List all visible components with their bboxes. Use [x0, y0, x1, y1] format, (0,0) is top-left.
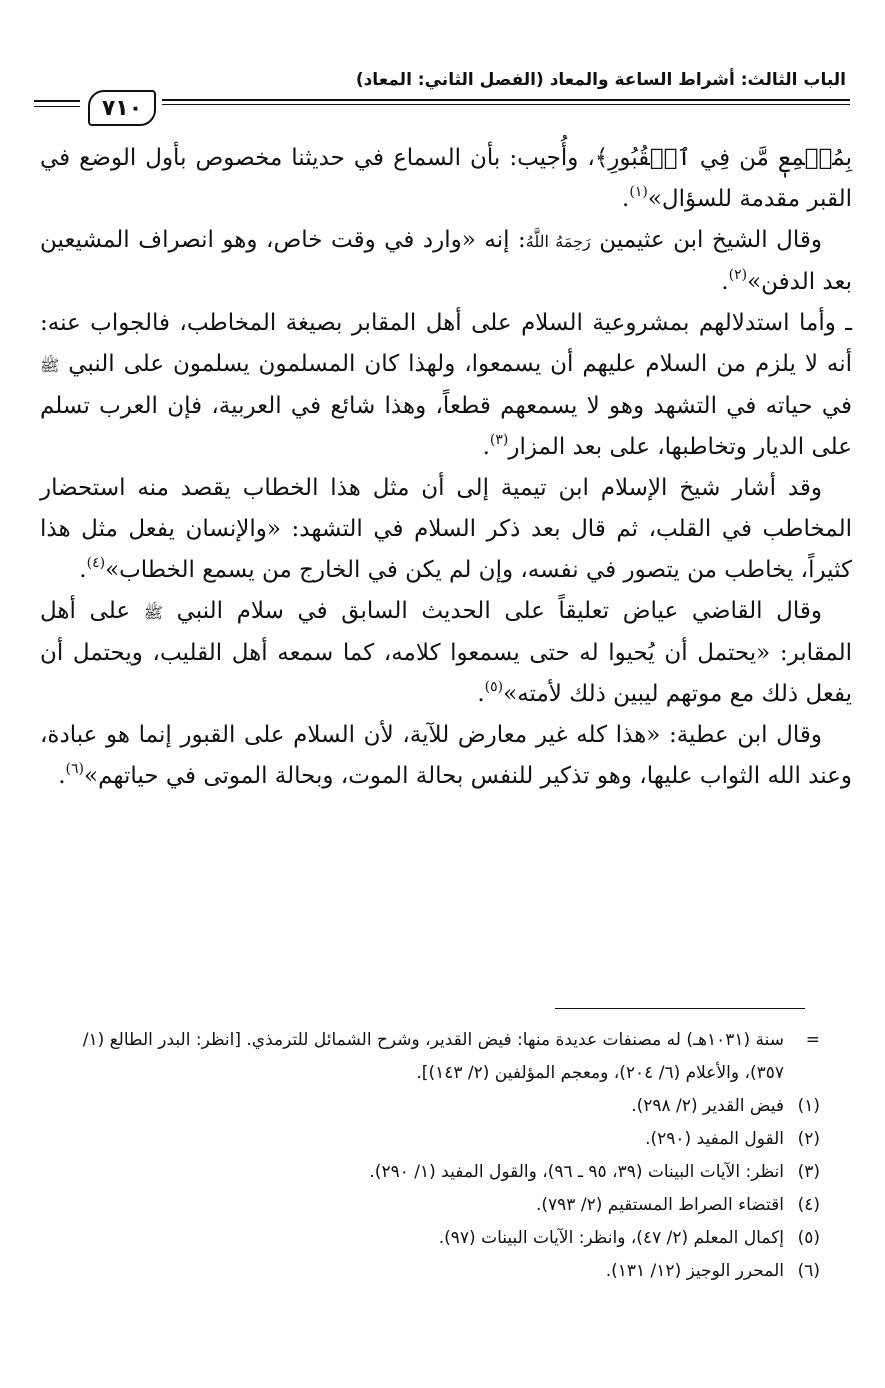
page-header	[28, 62, 850, 122]
footnote-mark: (٢)	[797, 1129, 820, 1149]
paragraph-2-end: .	[721, 269, 729, 295]
paragraph-1-end: .	[622, 186, 630, 212]
paragraph-1-text: بِمُسۡمِعٖ مَّن فِي ٱلۡقُبُورِ﴾، وأُجيب: بأن السماع في حديثنا مخصوص بأول الوضع في القبر مقدمة للسؤال»	[40, 145, 852, 212]
footnote-text: اقتضاء الصراط المستقيم (٢/ ٧٩٣).	[535, 1195, 784, 1215]
footnote-mark: (١)	[797, 1096, 820, 1116]
paragraph-6-end: .	[58, 763, 66, 789]
paragraph-3	[40, 303, 852, 468]
footnote-ref-1: (١)	[629, 184, 648, 200]
running-title: الباب الثالث: أشراط الساعة والمعاد (الفصل الثاني: المعاد)	[355, 70, 846, 90]
footnote-ref-4: (٤)	[86, 555, 106, 571]
paragraph-5	[40, 591, 852, 715]
footnote-mark: (٣)	[797, 1162, 820, 1182]
paragraph-6	[40, 715, 852, 797]
footnote-text: المحرر الوجيز (١٢/ ١٣١).	[605, 1261, 784, 1281]
footnote-ref-3: (٣)	[489, 432, 509, 448]
footnote-4	[60, 1189, 820, 1222]
paragraph-6-text: وقال ابن عطية: «هذا كله غير معارض للآية، لأن السلام على القبور إنما هو عبادة، وعند الله الثواب عليها، وهو تذكير للنفس بحالة الموت، وبحالة الموتى في حياتهم»	[40, 722, 852, 789]
footnote-separator	[555, 1008, 805, 1009]
page-number-dash-thin	[34, 106, 80, 107]
footnote-ref-6: (٦)	[65, 761, 84, 777]
footnote-continuation	[60, 1024, 820, 1090]
paragraph-2	[40, 220, 852, 303]
paragraph-2-text: وقال الشيخ ابن عثيمين	[590, 227, 823, 253]
paragraph-4-end: .	[79, 557, 87, 583]
footnote-text: القول المفيد (٢٩٠).	[645, 1129, 784, 1149]
footnote-mark: (٥)	[797, 1228, 820, 1248]
paragraph-4-text: وقد أشار شيخ الإسلام ابن تيمية إلى أن مثل هذا الخطاب يقصد منه استحضار المخاطب في القلب، ثم قال بعد ذكر السلام في التشهد: «والإنسان يفعل مثل هذا كثيراً، يخاطب من يتصور في نفسه، وإن لم يكن في الخارج من يسمع الخطاب»	[40, 475, 852, 583]
honorific-rahimahullah: رَحِمَهُ اللَّهُ	[525, 232, 591, 251]
footnote-1	[60, 1090, 820, 1123]
paragraph-5-text: وقال القاضي عياض تعليقاً على الحديث السابق في سلام النبي	[163, 598, 822, 624]
footnote-6	[60, 1255, 820, 1288]
footnote-text: فيض القدير (٢/ ٢٩٨).	[631, 1096, 784, 1116]
footnote-2	[60, 1123, 820, 1156]
honorific-salla-allahu: ﷺ	[40, 356, 60, 375]
page-number-dash	[34, 100, 80, 102]
page-number: ٧١٠	[88, 90, 156, 126]
paragraph-1	[40, 138, 852, 220]
main-text	[40, 138, 852, 797]
footnote-ref-5: (٥)	[484, 679, 504, 695]
footnote-3	[60, 1156, 820, 1189]
footnote-ref-2: (٢)	[728, 267, 748, 283]
paragraph-5-end: .	[477, 681, 485, 707]
footnote-5	[60, 1222, 820, 1255]
footnote-mark: (٤)	[797, 1195, 820, 1215]
paragraph-4	[40, 468, 852, 591]
footnote-text: سنة (١٠٣١هـ) له مصنفات عديدة منها: فيض القدير، وشرح الشمائل للترمذي. [انظر: البدر الطالع (١/ ٣٥٧)، والأعلام (٦/ ٢٠٤)، ومعجم المؤلفين (٢/ ١٤٣)].	[82, 1030, 784, 1083]
footnote-text: انظر: الآيات البينات (٣٩، ٩٥ ـ ٩٦)، والقول المفيد (١/ ٢٩٠).	[369, 1162, 784, 1182]
paragraph-2-text-cont: : إنه «وارد في وقت خاص، وهو انصراف المشيعين بعد الدفن»	[40, 227, 852, 295]
paragraph-3-end: .	[482, 434, 490, 460]
paragraph-5-text-cont: على أهل المقابر: «يحتمل أن يُحيوا له حتى يسمعوا كلامه، كما سمعه أهل القليب، ويحتمل أن يفعل ذلك مع موتهم ليبين ذلك لأمته»	[40, 598, 852, 707]
footnote-mark: =	[805, 1030, 820, 1050]
paragraph-3-text: ـ وأما استدلالهم بمشروعية السلام على أهل المقابر بصيغة المخاطب، فالجواب عنه: أنه لا يلزم من السلام عليهم أن يسمعوا، ولهذا كان المسلمون يسلمون على النبي	[40, 310, 852, 377]
footnotes	[60, 1024, 820, 1288]
paragraph-3-text-cont: في حياته في التشهد وهو لا يسمعهم قطعاً، وهذا شائع في العربية، فإن العرب تسلم على الديار وتخاطبها، على بعد المزار	[40, 393, 852, 460]
footnote-mark: (٦)	[797, 1261, 820, 1281]
honorific-salla-allahu-2: ﷺ	[143, 603, 163, 622]
header-rule-thin	[162, 104, 850, 105]
header-rule	[162, 99, 850, 101]
footnote-text: إكمال المعلم (٢/ ٤٧)، وانظر: الآيات البينات (٩٧).	[438, 1228, 784, 1248]
